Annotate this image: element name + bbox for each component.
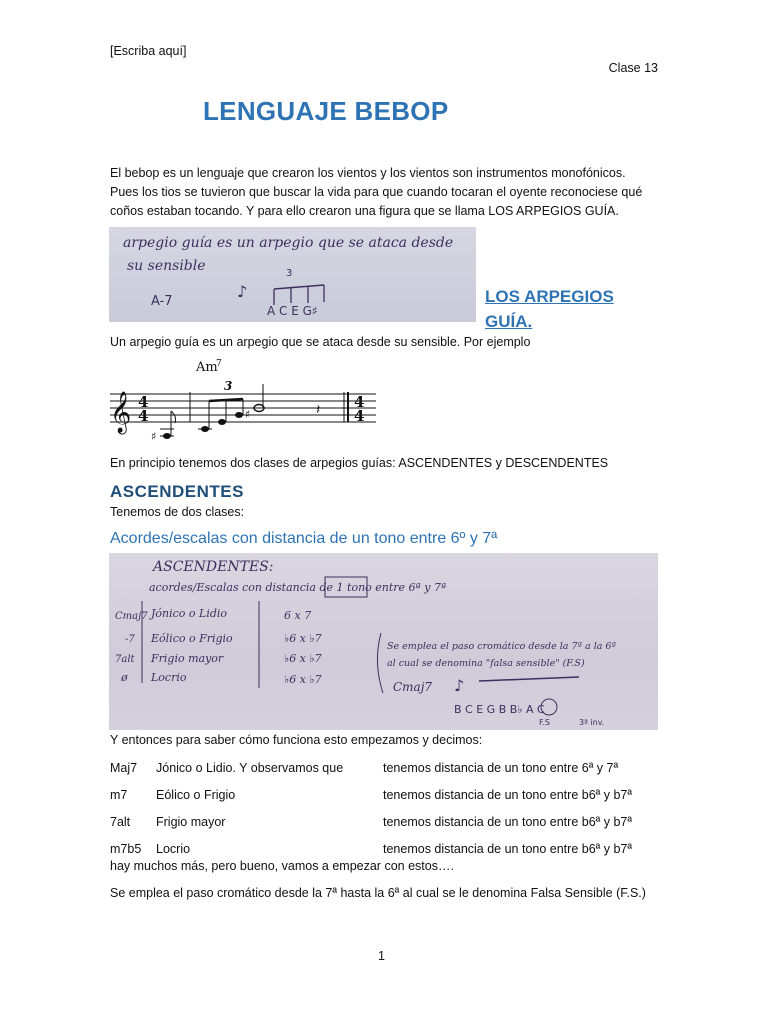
note-head: [163, 433, 171, 439]
table-cell-chord: m7b5: [110, 842, 142, 856]
beam-line: [274, 285, 324, 289]
handwritten-notes: A C E G♯: [267, 304, 318, 318]
quarter-rest-icon: 𝄽: [316, 402, 321, 418]
handwritten-line: su sensible: [127, 258, 206, 274]
class-label: Clase 13: [608, 61, 658, 75]
score-svg: [108, 356, 378, 446]
handwritten-title: ASCENDENTES:: [153, 559, 274, 575]
sharp-icon: ♯: [245, 408, 251, 421]
handwritten-triplet: 3: [286, 268, 293, 279]
more-text: hay muchos más, pero bueno, vamos a empezar con estos….: [110, 859, 454, 873]
table-cell-distance: tenemos distancia de un tono entre b6ª y b7ª: [383, 842, 632, 856]
ascendentes-heading: ASCENDENTES: [110, 482, 244, 501]
handwritten-scale: Locrio: [151, 671, 187, 684]
handwritten-third-label: 3ª inv.: [579, 718, 605, 727]
note-head: [201, 426, 209, 432]
handwritten-note: Se emplea el paso cromático desde la 7ª a la 6ª: [387, 641, 616, 652]
handwritten-fs-label: F.S: [539, 718, 550, 727]
handwritten-line: arpegio guía es un arpegio que se ataca desde: [123, 235, 454, 251]
sharp-icon: ♯: [151, 430, 157, 443]
header-placeholder: [Escriba aquí]: [110, 44, 187, 58]
handwritten-scale: Jónico o Lidio: [151, 607, 228, 620]
arpegios-heading-line: LOS ARPEGIOS: [485, 287, 614, 306]
falsa-sensible-text: [110, 884, 646, 903]
table-row: [110, 759, 670, 778]
ascendentes-subheading: Acordes/escalas con distancia de un tono entre 6º y 7ª: [110, 530, 498, 547]
handwritten-bracket: [377, 633, 383, 693]
note-head: [218, 419, 226, 425]
handwritten-interval: ♭6 x ♭7: [284, 652, 322, 665]
falsa-sensible-abbrev: (F.S.): [612, 886, 646, 900]
handwritten-line: acordes/Escalas con distancia de 1 tono entre 6ª y 7ª: [149, 581, 447, 594]
handwritten-note: al cual se denomina "falsa sensible" (F.S): [387, 658, 585, 669]
falsa-sensible-main: Se emplea el paso cromático desde la 7ª hasta la 6ª al cual se le denomina Falsa Sensible: [110, 886, 613, 900]
time-signature-top: 4: [354, 393, 365, 411]
table-cell-scale: Frigio mayor: [156, 815, 226, 829]
table-cell-chord: m7: [110, 788, 128, 802]
table-cell-chord: Maj7: [110, 761, 138, 775]
table-cell-scale: Jónico o Lidio. Y observamos que: [156, 761, 344, 775]
arpegio-definition: Un arpegio guía es un arpegio que se ataca desde su sensible. Por ejemplo: [110, 335, 531, 349]
handwritten-chord: -7: [125, 634, 135, 645]
intro-line: El bebop es un lenguaje que crearon los vientos y los vientos son instrumentos monofónicos.: [110, 166, 626, 180]
handwritten-chord: Cmaj7: [115, 611, 148, 622]
clases-text: En principio tenemos dos clases de arpegios guías: ASCENDENTES y DESCENDENTES: [110, 456, 609, 470]
table-cell-scale: Locrio: [156, 842, 191, 856]
handwritten-interval: 6 x 7: [284, 609, 312, 622]
page-title: LENGUAJE BEBOP: [203, 96, 449, 126]
handwritten-chord: Cmaj7: [393, 680, 433, 694]
handwritten-chord: 7alt: [115, 654, 135, 665]
time-signature-top: 4: [138, 393, 149, 411]
chord-symbol: Am: [196, 360, 218, 375]
handwritten-notes: B C E G B B♭ A C: [454, 703, 545, 716]
intro-line: coños estaban tocando. Y para ello crearon una figura que se llama LOS ARPEGIOS GUÍA.: [110, 204, 619, 218]
handwritten-note-photo: [109, 227, 476, 322]
explanation-intro: Y entonces para saber cómo funciona esto empezamos y decimos:: [110, 733, 483, 747]
eighth-note-icon: ♪: [454, 676, 465, 695]
handwritten-table-photo: [109, 553, 658, 730]
handwritten-interval: ♭6 x ♭7: [284, 632, 322, 645]
table-cell-distance: tenemos distancia de un tono entre 6ª y 7ª: [383, 761, 619, 775]
arpegios-heading-line: GUÍA.: [485, 312, 533, 331]
handwritten-chord: A-7: [151, 294, 173, 309]
handwritten-scale: Frigio mayor: [151, 652, 224, 665]
intro-paragraph: [110, 164, 670, 221]
page-number: 1: [378, 949, 385, 963]
handwritten-scale: Eólico o Frigio: [151, 632, 233, 645]
table-cell-distance: tenemos distancia de un tono entre b6ª y b7ª: [383, 788, 632, 802]
beam-line: [479, 677, 579, 681]
table-row: [110, 813, 670, 832]
music-score: [108, 356, 378, 446]
table-cell-distance: tenemos distancia de un tono entre b6ª y b7ª: [383, 815, 632, 829]
note-flag: [171, 411, 176, 423]
handwritten-chord: ø: [121, 671, 128, 684]
triplet-number: 3: [224, 379, 233, 393]
time-signature-bottom: 4: [138, 407, 149, 425]
note-head: [235, 412, 243, 418]
time-signature-bottom: 4: [354, 407, 365, 425]
eighth-note-icon: ♪: [237, 282, 248, 301]
intro-line: Pues los tios se tuvieron que buscar la vida para que cuando tocaran el oyente reconociese qué: [110, 185, 643, 199]
treble-clef-icon: 𝄞: [110, 392, 132, 433]
table-cell-scale: Eólico o Frigio: [156, 788, 236, 802]
ascendentes-subtext: Tenemos de dos clases:: [110, 505, 245, 519]
table-cell-chord: 7alt: [110, 815, 131, 829]
handwritten-interval: ♭6 x ♭7: [284, 673, 322, 686]
chord-superscript: 7: [216, 359, 222, 369]
arpegios-heading: [485, 284, 614, 334]
table-row: [110, 786, 670, 805]
